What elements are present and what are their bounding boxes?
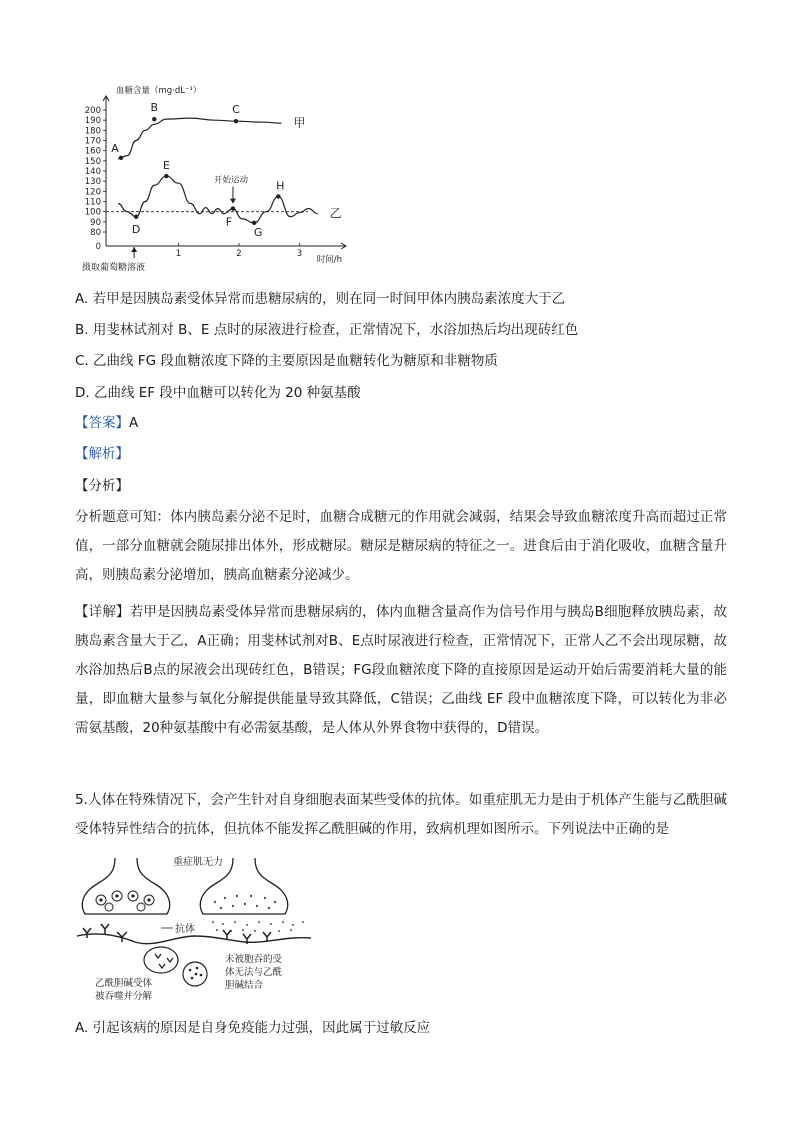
option-b: B. 用斐林试剂对 B、E 点时的尿液进行检查，正常情况下，水浴加热后均出现砖红色 xyxy=(75,322,579,338)
postsynaptic-membrane xyxy=(77,934,311,944)
fenxi-text: 分析题意可知：体内胰岛素分泌不足时，血糖合成糖元的作用就会减弱，结果会导致血糖浓度升高而超过正常值，一部分血糖就会随尿排出体外，形成糖尿。糖尿是糖尿病的特征之一。进食后由于消化吸收，血糖含量升高，则胰岛素分泌增加，胰高血糖素分泌减少。 xyxy=(75,509,727,583)
left-label-line2: 被吞噬并分解 xyxy=(95,991,153,1002)
y-tick-label: 160 xyxy=(84,146,101,157)
origin-label: 0 xyxy=(95,242,101,252)
x-tick-label: 1 xyxy=(175,249,182,259)
data-point-C xyxy=(234,119,238,123)
y-tick-label: 80 xyxy=(90,228,101,238)
y-tick-label: 180 xyxy=(84,126,101,137)
right-label-line2: 体无法与乙酰 xyxy=(225,967,283,978)
data-point-F xyxy=(231,206,235,210)
right-label-line3: 胆碱结合 xyxy=(225,980,264,991)
option-c: C. 乙曲线 FG 段血糖浓度下降的主要原因是血糖转化为糖原和非糖物质 xyxy=(75,353,498,369)
y-tick-label: 190 xyxy=(84,116,101,127)
y-tick-label: 150 xyxy=(84,156,101,167)
detail-paragraph xyxy=(75,598,727,743)
y-tick-label: 110 xyxy=(84,197,101,208)
y-tick-label: 140 xyxy=(84,167,101,177)
intake-arrow-head xyxy=(131,247,137,252)
y-tick-label: 120 xyxy=(84,187,101,198)
x-tick-label: 2 xyxy=(236,249,242,259)
data-point-E xyxy=(164,174,168,178)
question-5-option-a: A. 引起该病的原因是自身免疫能力过强，因此属于过敏反应 xyxy=(75,1020,431,1036)
answer xyxy=(75,413,138,433)
point-label-C: C xyxy=(232,103,240,117)
y-tick-label: 100 xyxy=(84,207,101,218)
point-label-G: G xyxy=(253,225,263,239)
y-axis-label: 血糖含量（mg·dL⁻¹） xyxy=(116,86,202,96)
right-label-line1: 未被胞吞的受 xyxy=(225,954,283,965)
exercise-arrow-head xyxy=(230,199,236,204)
antibody-label: 抗体 xyxy=(175,924,195,935)
x-event-label: 摄取葡萄糖溶液 xyxy=(82,263,146,273)
blood-glucose-chart xyxy=(78,82,348,282)
myasthenia-diagram xyxy=(75,852,315,1004)
question-5: 5.人体在特殊情况下，会产生针对自身细胞表面某些受体的抗体。如重症肌无力是由于机体产生能与乙酰胆碱受体特异性结合的抗体，但抗体不能发挥乙酰胆碱的作用，致病机理如图所示。下列说法中正确的是 xyxy=(75,792,727,837)
option-d: D. 乙曲线 EF 段中血糖可以转化为 20 种氨基酸 xyxy=(75,385,361,401)
x-tick-label: 3 xyxy=(296,249,303,259)
point-label-F: F xyxy=(225,215,233,229)
endocytosed-vesicle xyxy=(144,947,178,973)
point-label-A: A xyxy=(111,141,119,155)
left-label-line1: 乙酰胆碱受体 xyxy=(95,978,153,989)
answer-value: A xyxy=(129,415,139,431)
fenxi-tag: 【分析】 xyxy=(75,478,129,494)
answer-tag: 【答案】 xyxy=(75,415,129,431)
y-tick-label: 170 xyxy=(84,136,101,147)
x-axis-label: 时间/h xyxy=(316,255,342,265)
detail-tag: 【详解】 xyxy=(75,604,130,620)
diagram-title: 重症肌无力 xyxy=(173,857,223,868)
data-point-G xyxy=(252,221,256,225)
point-label-H: H xyxy=(276,179,285,193)
point-label-E: E xyxy=(162,159,170,173)
data-point-A xyxy=(119,156,123,160)
y-tick-label: 200 xyxy=(84,106,101,116)
detail-text: 若甲是因胰岛素受体异常而患糖尿病的，体内血糖含量高作为信号作用与胰岛B细胞释放胰岛素，故胰岛素含量大于乙，A正确；用斐林试剂对B、E点时尿液进行检查，正常情况下，正常人乙不会出现尿糖，故水浴加热后B点的尿液会出现砖红色，B错误；FG段血糖浓度下降的直接原因是运动开始后需要消耗大量的能量，即血糖大量参与氧化分解提供能量导致其降低，C错误；乙曲线 EF 段中血糖浓度下降，可以转化为非必需氨基酸，20种氨基酸中有必需氨基酸，是人体从外界食物中获得的，D错误。 xyxy=(75,604,727,736)
exercise-annotation: 开始运动 xyxy=(213,175,248,186)
chart-layer xyxy=(82,96,346,273)
data-point-B xyxy=(152,117,156,121)
left-axon-terminal xyxy=(82,858,169,914)
series-label-甲: 甲 xyxy=(293,116,306,131)
point-label-B: B xyxy=(150,101,159,115)
data-point-H xyxy=(276,194,280,198)
point-label-D: D xyxy=(131,222,141,236)
y-tick-label: 130 xyxy=(84,177,101,188)
analysis-tag: 【解析】 xyxy=(75,446,129,462)
series-label-乙: 乙 xyxy=(329,206,342,221)
series-line-甲 xyxy=(118,118,281,159)
option-a: A. 若甲是因胰岛素受体异常而患糖尿病的，则在同一时间甲体内胰岛素浓度大于乙 xyxy=(75,291,566,307)
data-point-D xyxy=(134,215,138,219)
y-tick-label: 90 xyxy=(90,217,101,228)
